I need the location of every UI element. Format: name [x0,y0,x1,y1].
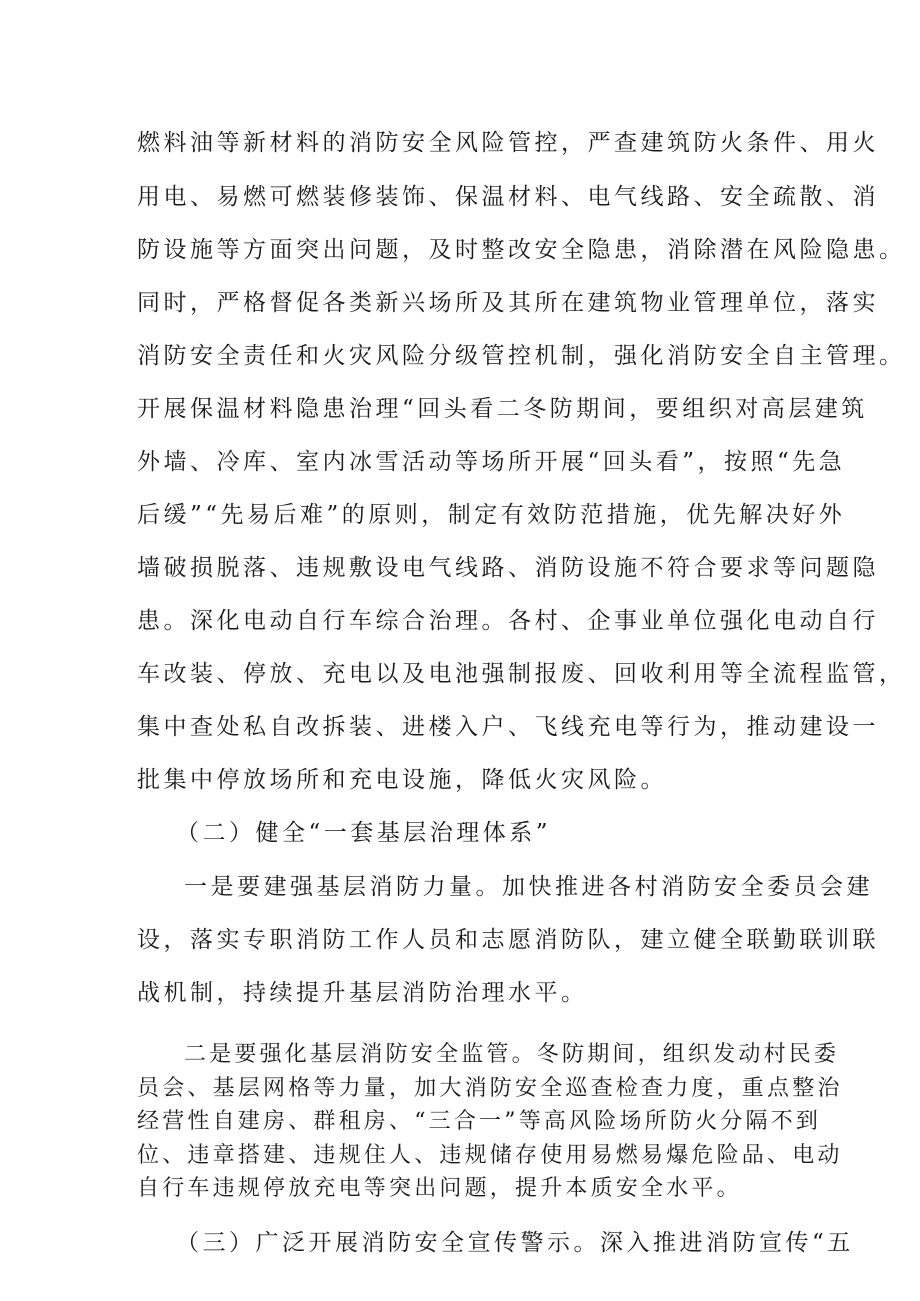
paragraph-line: 开展保温材料隐患治理“回头看二冬防期间，要组织对高层建筑 [137,396,868,422]
paragraph-line: 同时，严格督促各类新兴场所及其所在建筑物业管理单位，落实 [137,290,879,316]
paragraph-line: 经营性自建房、群租房、“三合一”等高风险场所防火分隔不到 [137,1109,822,1134]
paragraph-line: 外墙、冷库、室内冰雪活动等场所开展“回头看”，按照“先急 [137,449,846,475]
paragraph-line: 消防安全责任和火灾风险分级管控机制，强化消防安全自主管理。 [137,343,906,369]
paragraph-line: 员会、基层网格等力量，加大消防安全巡查检查力度，重点整治 [137,1076,843,1101]
paragraph-line: 自行车违规停放充电等突出问题，提升本质安全水平。 [137,1176,742,1201]
paragraph-line: 患。深化电动自行车综合治理。各村、企事业单位强化电动自行 [137,608,879,634]
paragraph-line: 用电、易燃可燃装修装饰、保温材料、电气线路、安全疏散、消 [137,184,879,210]
paragraph-line: 墙破损脱落、违规敷设电气线路、消防设施不符合要求等问题隐 [137,555,879,581]
paragraph-line: 防设施等方面突出问题，及时整改安全隐患，消除潜在风险隐患。 [137,237,906,263]
paragraph-line: 战机制，持续提升基层消防治理水平。 [137,980,588,1006]
paragraph-line: 燃料油等新材料的消防安全风险管控，严查建筑防火条件、用火 [137,130,879,156]
section-heading: （二）健全“一套基层治理体系” [176,820,552,846]
paragraph-line: 位、违章搭建、违规住人、违规储存使用易燃易爆危险品、电动 [137,1143,843,1168]
paragraph-line: 设，落实专职消防工作人员和志愿消防队，建立健全联勤联训联 [137,927,879,953]
section-heading: （三）广泛开展消防安全宣传警示。深入推进消防宣传“五 [176,1230,854,1256]
paragraph-line: 集中查处私自改拆装、进楼入户、飞线充电等行为，推动建设一 [137,714,879,740]
paragraph-line: 批集中停放场所和充电设施，降低火灾风险。 [137,767,667,793]
paragraph-line: 后缓”“先易后难”的原则，制定有效防范措施，优先解决好外 [137,502,846,528]
paragraph-line: 车改装、停放、充电以及电池强制报废、回收利用等全流程监管， [137,661,906,687]
paragraph-line: 二是要强化基层消防安全监管。冬防期间，组织发动村民委 [184,1042,840,1067]
paragraph-line: 一是要建强基层消防力量。加快推进各村消防安全委员会建 [184,874,873,900]
